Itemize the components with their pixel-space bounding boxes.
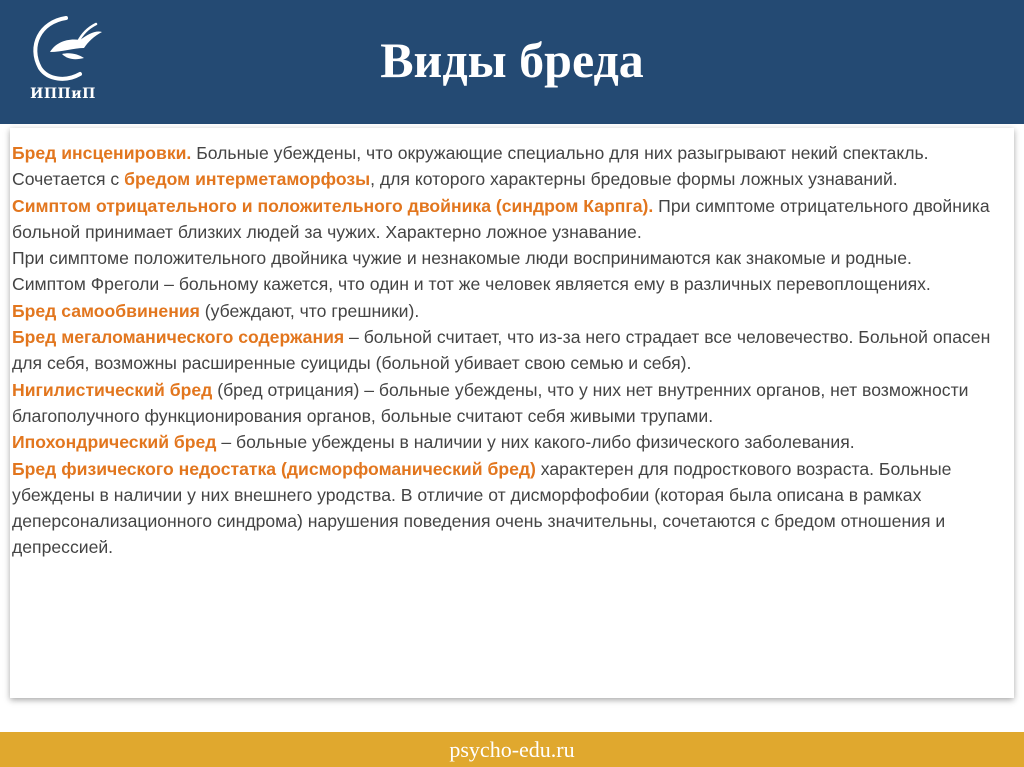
- text-span: При симптоме отрицательного двойника больной принимает близких людей за чужих. Характерно ложное узнавание.: [12, 195, 990, 242]
- text-span: , для которого характерны бредовые формы ложных узнаваний.: [370, 169, 898, 190]
- highlight-term: Нигилистический бред: [12, 379, 213, 400]
- text-span: (бред отрицания) – больные убеждены, что у них нет внутренних органов, нет возможности благополучного функционирования органов, больные считают себя живыми трупами.: [12, 379, 969, 426]
- text-span: – больные убеждены в наличии у них какого-либо физического заболевания.: [216, 432, 855, 453]
- text-span: Симптом Фреголи – больному кажется, что один и тот же человек является ему в различных перевоплощениях.: [12, 274, 931, 295]
- header-bar: [0, 0, 1024, 124]
- paragraph: [12, 324, 1010, 377]
- footer-site: psycho-edu.ru: [449, 737, 575, 762]
- highlight-term: Бред инсценировки.: [12, 143, 192, 163]
- text-span: – больной считает, что из-за него страдает все человечество. Больной опасен для себя, возможны расширенные суициды (больной убивает свою семью и себя).: [12, 327, 991, 374]
- highlight-term: Ипохондрический бред: [12, 432, 217, 453]
- text-span: При симптоме положительного двойника чужие и незнакомые люди воспринимаются как знакомые и родные.: [12, 248, 912, 269]
- logo-text: ИППиП: [30, 86, 96, 102]
- highlight-term: Симптом отрицательного и положительного двойника (синдром Карпга).: [12, 195, 654, 216]
- highlight-term: Бред мегаломанического содержания: [12, 327, 345, 348]
- body-text: [12, 140, 1010, 561]
- paragraph: [12, 140, 1010, 193]
- footer-bar: [0, 732, 1024, 767]
- paragraph: [12, 298, 1010, 324]
- text-span: (убеждают, что грешники).: [199, 300, 420, 321]
- highlight-term: Бред самообвинения: [12, 300, 200, 321]
- paragraph: [12, 271, 1010, 297]
- paragraph: [12, 456, 1010, 561]
- highlight-term: бредом интерметаморфозы: [124, 169, 371, 190]
- paragraph: [12, 377, 1010, 430]
- paragraph: [12, 193, 1010, 246]
- highlight-term: Бред физического недостатка (дисморфоманический бред): [12, 458, 536, 479]
- content-panel: [10, 128, 1014, 698]
- page-title: Виды бреда: [380, 32, 644, 88]
- paragraph: [12, 245, 1010, 271]
- paragraph: [12, 429, 1010, 455]
- text-span: Больные убеждены, что окружающие специально для них разыгрывают некий спектакль. Сочетается с: [12, 143, 929, 190]
- text-span: характерен для подросткового возраста. Больные убеждены в наличии у них внешнего уродства. В отличие от дисморфофобии (которая была описана в рамках деперсонализационного синдрома) нарушения поведения очень значительны, сочетаются с бредом отношения и депрессией.: [12, 458, 952, 558]
